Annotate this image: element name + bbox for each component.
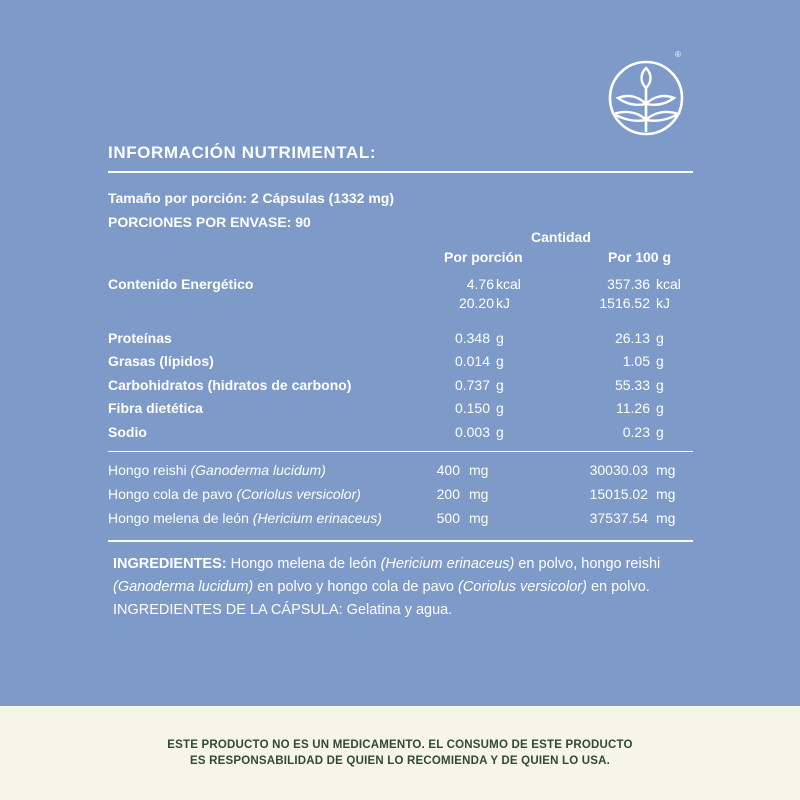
mushroom-unit-100g: mg [656,486,676,502]
header-per-serving: Por porción [444,249,523,265]
mushroom-name: Hongo melena de león (Hericium erinaceus) [108,510,382,526]
disclaimer-line: ES RESPONSABILIDAD DE QUIEN LO RECOMIENDA Y DE QUIEN LO USA. [189,755,611,767]
nutrient-label: Proteínas [108,330,172,346]
nutrient-per-100g: 55.33 [614,377,650,393]
energy-kj-per-serving: 20.20 [458,295,494,311]
header-per-100g: Por 100 g [608,249,672,265]
nutrient-unit-100g: g [656,330,664,346]
mushroom-unit: mg [469,486,489,502]
nutrient-unit: g [496,330,504,346]
nutrient-per-100g: 1.05 [622,353,650,369]
disclaimer-line: ESTE PRODUCTO NO ES UN MEDICAMENTO. EL CONSUMO DE ESTE PRODUCTO [167,739,633,751]
energy-kj-unit-100g: kJ [656,295,670,311]
nutrient-unit-100g: g [656,353,664,369]
nutrient-per-100g: 26.13 [614,330,650,346]
energy-label: Contenido Energético [108,276,254,292]
mushroom-unit: mg [469,462,489,478]
header-cantidad: Cantidad [531,229,591,245]
nutrient-label: Sodio [108,424,147,440]
nutrient-unit-100g: g [656,400,664,416]
nutrient-label: Grasas (lípidos) [108,353,214,369]
nutrient-label: Carbohidratos (hidratos de carbono) [108,377,352,393]
registered-mark: ® [675,50,681,59]
mushroom-per-100g: 37537.54 [589,510,648,526]
nutrient-unit-100g: g [656,377,664,393]
mushroom-unit: mg [469,510,489,526]
nutrient-unit: g [496,377,504,393]
mushroom-name: Hongo cola de pavo (Coriolus versicolor) [108,486,361,502]
mushroom-per-100g: 30030.03 [589,462,648,478]
mushroom-unit-100g: mg [656,510,676,526]
page-title: INFORMACIÓN NUTRIMENTAL: [108,143,377,162]
nutrient-unit: g [496,400,504,416]
energy-kcal-per-serving: 4.76 [466,276,494,292]
servings-per-container: PORCIONES POR ENVASE: 90 [108,214,311,230]
mushroom-unit-100g: mg [656,462,676,478]
ingredients-text: INGREDIENTES: Hongo melena de león (Hericium erinaceus) en polvo, hongo reishi (Ganoderma lucidum) en polvo y hongo cola de pavo (Coriolus versicolor) en polvo. INGREDIENTES DE LA CÁPSULA: Gelatina y agua. [113,556,661,618]
nutrient-unit: g [496,424,504,440]
mushroom-per-serving: 200 [436,486,460,502]
energy-kcal-unit-100g: kcal [656,276,681,292]
mushroom-per-serving: 400 [436,462,460,478]
mushroom-per-serving: 500 [436,510,460,526]
energy-kj-unit: kJ [496,295,510,311]
nutrients-divider [108,451,693,452]
serving-size: Tamaño por porción: 2 Cápsulas (1332 mg) [108,190,395,206]
nutrient-per-serving: 0.737 [454,377,490,393]
title-divider [108,171,693,173]
nutrient-label: Fibra dietética [108,400,203,416]
energy-kcal-per-100g: 357.36 [607,276,650,292]
nutrient-per-serving: 0.003 [454,424,490,440]
nutrient-per-100g: 0.23 [622,424,650,440]
nutrient-unit-100g: g [656,424,664,440]
disclaimer-footer [0,706,800,800]
mushroom-name: Hongo reishi (Ganoderma lucidum) [108,462,326,478]
energy-kj-per-100g: 1516.52 [599,295,650,311]
nutrient-unit: g [496,353,504,369]
ingredients-divider [108,540,693,542]
nutrient-per-serving: 0.150 [454,400,490,416]
nutrient-per-serving: 0.348 [454,330,490,346]
sprout-leaves-icon [606,58,686,138]
nutrient-per-100g: 11.26 [616,400,650,416]
energy-kcal-unit: kcal [496,276,521,292]
nutrient-per-serving: 0.014 [454,353,490,369]
mushroom-per-100g: 15015.02 [589,486,648,502]
